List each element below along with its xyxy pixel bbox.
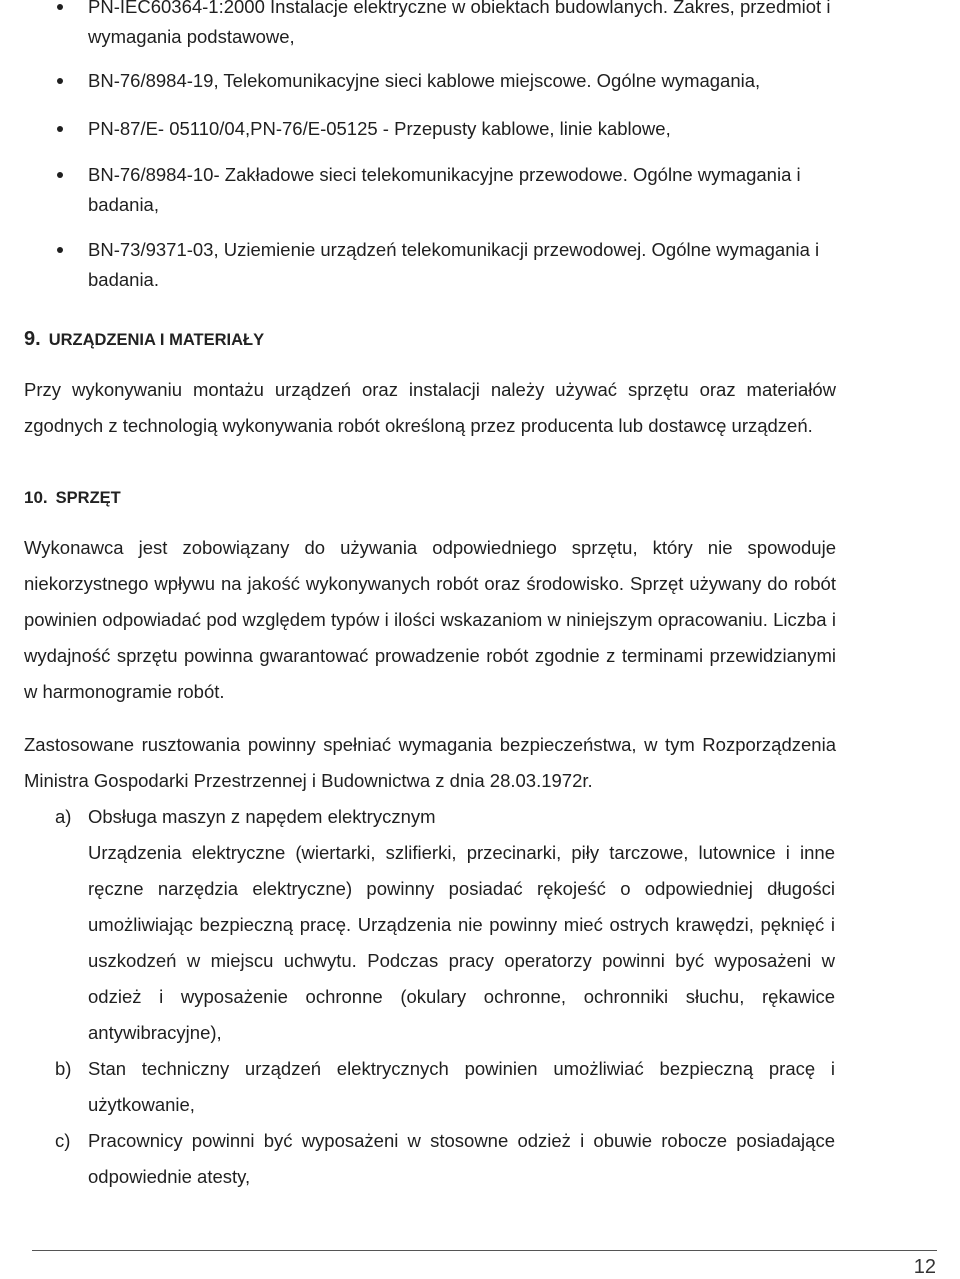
list-letter: c) [55, 1130, 71, 1151]
section-9-heading [24, 328, 264, 351]
section-number: 10. [24, 488, 48, 507]
list-item-a [55, 799, 835, 1051]
standard-item: BN-76/8984-10- Zakładowe sieci telekomunikacyjne przewodowe. Ogólne wymagania i badania, [88, 160, 836, 220]
section-title: SPRZĘT [55, 489, 121, 507]
standard-item: BN-73/9371-03, Uziemienie urządzeń telekomunikacji przewodowej. Ogólne wymagania i badania. [88, 235, 836, 295]
list-item-c [55, 1123, 835, 1195]
section-9-paragraph: Przy wykonywaniu montażu urządzeń oraz instalacji należy używać sprzętu oraz materiałów zgodnych z technologią wykonywania robót określoną przez producenta lub dostawcę urządzeń. [24, 379, 836, 436]
list-item-text: Urządzenia elektryczne (wiertarki, szlifierki, przecinarki, piły tarczowe, lutownice i inne ręczne narzędzia elektryczne) powinny posiadać rękojeść o odpowiedniej długości umożliwiając bezpieczną pracę. Urządzenia nie powinny mieć ostrych krawędzi, pęknięć i uszkodzeń w miejscu uchwytu. Podczas pracy operatorzy powinni być wyposażeni w odzież i wyposażenie ochronne (okulary ochronne, ochronniki słuchu, rękawice antywibracyjne), [88, 842, 835, 1043]
standard-item: BN-76/8984-19, Telekomunikacyjne sieci kablowe miejscowe. Ogólne wymagania, [88, 66, 836, 96]
section-number: 9. [24, 328, 41, 350]
section-10-paragraph: Zastosowane rusztowania powinny spełniać wymagania bezpieczeństwa, w tym Rozporządzenia Ministra Gospodarki Przestrzennej i Budownictwa z dnia 28.03.1972r. [24, 734, 836, 791]
list-item-text: Pracownicy powinni być wyposażeni w stosowne odzież i obuwie robocze posiadające odpowiednie atesty, [88, 1130, 835, 1187]
section-10-paragraph: Wykonawca jest zobowiązany do używania odpowiedniego sprzętu, który nie spowoduje niekorzystnego wpływu na jakość wykonywanych robót oraz środowisko. Sprzęt używany do robót powinien odpowiadać pod względem typów i ilości wskazaniom w niniejszym opracowaniu. Liczba i wydajność sprzętu powinna gwarantować prowadzenie robót zgodnie z terminami przewidzianymi w harmonogramie robót. [24, 537, 836, 702]
list-letter: a) [55, 806, 72, 827]
footer-divider [32, 1250, 937, 1251]
list-item-b [55, 1051, 835, 1123]
standard-item: PN-IEC60364-1:2000 Instalacje elektryczne w obiektach budowlanych. Zakres, przedmiot i wymagania podstawowe, [88, 0, 836, 52]
list-item-title: Obsługa maszyn z napędem elektrycznym [88, 806, 436, 827]
standard-item: PN-87/E- 05110/04,PN-76/E-05125 - Przepusty kablowe, linie kablowe, [88, 114, 836, 144]
section-title: URZĄDZENIA I MATERIAŁY [48, 331, 265, 349]
list-letter: b) [55, 1058, 72, 1079]
section-10-heading [24, 488, 121, 508]
list-item-text: Stan techniczny urządzeń elektrycznych powinien umożliwiać bezpieczną pracę i użytkowanie, [88, 1058, 835, 1115]
page-number: 12 [913, 1256, 936, 1278]
